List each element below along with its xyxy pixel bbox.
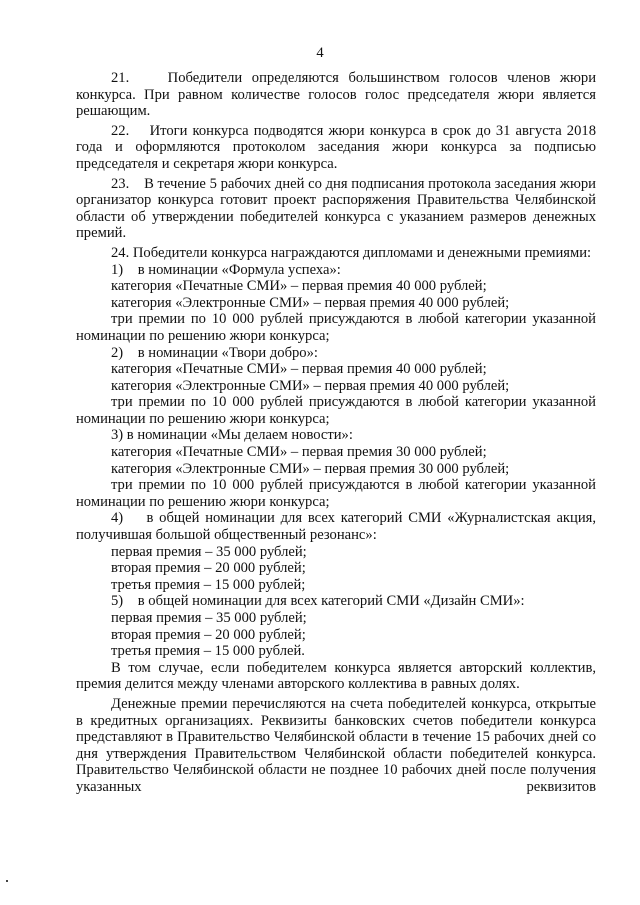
paragraph: Денежные премии перечисляются на счета победителей конкурса, открытые в кредитных организациях. Реквизиты банковских счетов победители конкурса представляют в Правительство Челябинской области в течение 15 рабочих дней со дня утверждения Правительством Челябинской области победителей конкурса. Правительство Челябинской области не позднее 10 рабочих дней после получения указанных реквизитов (76, 695, 596, 795)
paragraph: 24. Победители конкурса награждаются дипломами и денежными премиями: (111, 244, 592, 261)
paragraph: 3) в номинации «Мы делаем новости»: (111, 427, 353, 444)
paragraph: первая премия – 35 000 рублей; (111, 543, 307, 560)
paragraph: вторая премия – 20 000 рублей; (111, 626, 306, 643)
paragraph: категория «Электронные СМИ» – первая премия 40 000 рублей; (111, 294, 510, 311)
document-body (76, 70, 596, 796)
paragraph: 5) в общей номинации для всех категорий СМИ «Дизайн СМИ»: (111, 593, 525, 610)
paragraph: категория «Печатные СМИ» – первая премия 40 000 рублей; (111, 278, 487, 295)
paragraph: три премии по 10 000 рублей присуждаются в любой категории указанной номинации по решению жюри конкурса; (76, 394, 596, 427)
paragraph: 1) в номинации «Формула успеха»: (111, 261, 341, 278)
paragraph: три премии по 10 000 рублей присуждаются в любой категории указанной номинации по решению жюри конкурса; (76, 477, 596, 510)
paragraph: третья премия – 15 000 рублей. (111, 643, 305, 660)
paragraph: вторая премия – 20 000 рублей; (111, 560, 306, 577)
paragraph: 21. Победители определяются большинством голосов членов жюри конкурса. При равном количестве голосов голос председателя жюри является решающим. (76, 70, 596, 120)
paragraph: 4) в общей номинации для всех категорий СМИ «Журналистская акция, получившая большой общественный резонанс»: (76, 510, 596, 544)
paragraph: В том случае, если победителем конкурса является авторский коллектив, премия делится между членами авторского коллектива в равных долях. (76, 659, 596, 693)
paragraph: категория «Печатные СМИ» – первая премия 40 000 рублей; (111, 361, 487, 378)
paragraph: третья премия – 15 000 рублей; (111, 576, 306, 593)
paragraph: категория «Печатные СМИ» – первая премия 30 000 рублей; (111, 444, 487, 461)
paragraph: первая премия – 35 000 рублей; (111, 610, 307, 626)
paragraph: три премии по 10 000 рублей присуждаются в любой категории указанной номинации по решению жюри конкурса; (76, 311, 596, 344)
scan-speck (6, 880, 8, 882)
paragraph: категория «Электронные СМИ» – первая премия 40 000 рублей; (111, 377, 510, 394)
paragraph: 2) в номинации «Твори добро»: (111, 344, 318, 361)
paragraph: 22. Итоги конкурса подводятся жюри конкурса в срок до 31 августа 2018 года и оформляются протоколом заседания жюри конкурса за подписью председателя и секретаря жюри конкурса. (76, 122, 596, 172)
paragraph: категория «Электронные СМИ» – первая премия 30 000 рублей; (111, 460, 510, 477)
page-number: 4 (316, 45, 324, 61)
paragraph: 23. В течение 5 рабочих дней со дня подписания протокола заседания жюри организатор конкурса готовит проект распоряжения Правительства Челябинской области об утверждении победителей конкурса с указанием размеров денежных премий. (76, 175, 596, 242)
